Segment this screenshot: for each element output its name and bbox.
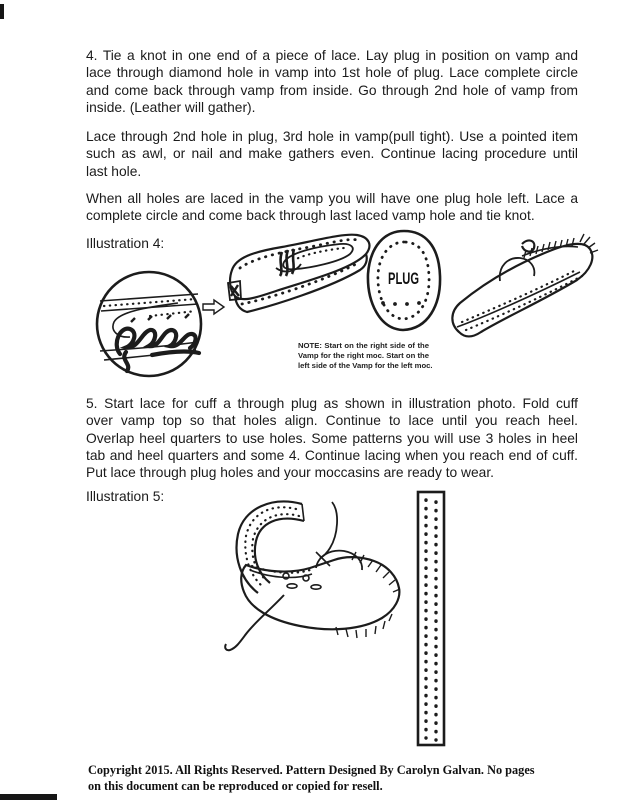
- text-line: inside. (Leather will gather).: [86, 100, 256, 116]
- text-line: lace through diamond hole in vamp into 1st hole of plug. Lace complete circle: [86, 65, 578, 81]
- text-line: such as awl, or nail and make gathers even. Continue lacing procedure until: [86, 146, 578, 162]
- text-line: NOTE: Start on the right side of the: [298, 341, 429, 350]
- text-line: last hole.: [86, 163, 142, 179]
- magnified-lacing-detail-drawing: [97, 272, 201, 376]
- text-line: tab and heel quarters and some 4. Continue lacing when you reach end of cuff.: [86, 448, 578, 464]
- plug-label: PLUG: [388, 269, 419, 288]
- cuff-lacing-moccasin-drawing: [225, 502, 400, 651]
- scan-artifact: [0, 794, 57, 800]
- text-line: Vamp for the right moc. Start on the: [298, 350, 429, 360]
- text-line: 5. Start lace for cuff a through plug as shown in illustration photo. Fold cuff: [86, 396, 578, 411]
- text-line: on this document can be reproduced or copied for resell.: [88, 778, 383, 793]
- text-line: Overlap heel quarters to use holes. Some patterns you will use 3 holes in heel: [86, 430, 578, 446]
- lace-strip-drawing: [418, 492, 444, 745]
- text-line: When all holes are laced in the vamp you will have one plug hole left. Lace a: [86, 191, 578, 206]
- illustration4-label: Illustration 4:: [86, 236, 165, 251]
- text-line: over vamp top so that holes align. Continue to lace until you reach heel.: [86, 413, 578, 429]
- scan-artifact: [0, 4, 4, 19]
- text-line: left side of the Vamp for the left moc.: [298, 360, 433, 370]
- moccasin-side-drawing: [452, 234, 598, 337]
- arrow-icon: [203, 300, 224, 314]
- illustration5-label: Illustration 5:: [86, 489, 165, 504]
- text-line: Lace through 2nd hole in plug, 3rd hole in vamp(pull tight). Use a pointed item: [86, 129, 578, 144]
- text-line: Put lace through plug holes and your moccasins are ready to wear.: [86, 465, 495, 481]
- text-line: 4. Tie a knot in one end of a piece of lace. Lay plug in position on vamp and: [86, 48, 578, 63]
- plug-pattern-drawing: [368, 231, 440, 330]
- text-line: and come back through vamp from inside. Go through 2nd hole of vamp from: [86, 82, 578, 98]
- text-line: Copyright 2015. All Rights Reserved. Pattern Designed By Carolyn Galvan. No pages: [88, 763, 535, 777]
- text-line: complete circle and come back through last laced vamp hole and tie knot.: [86, 208, 535, 224]
- moccasin-sole-drawing: [228, 235, 369, 312]
